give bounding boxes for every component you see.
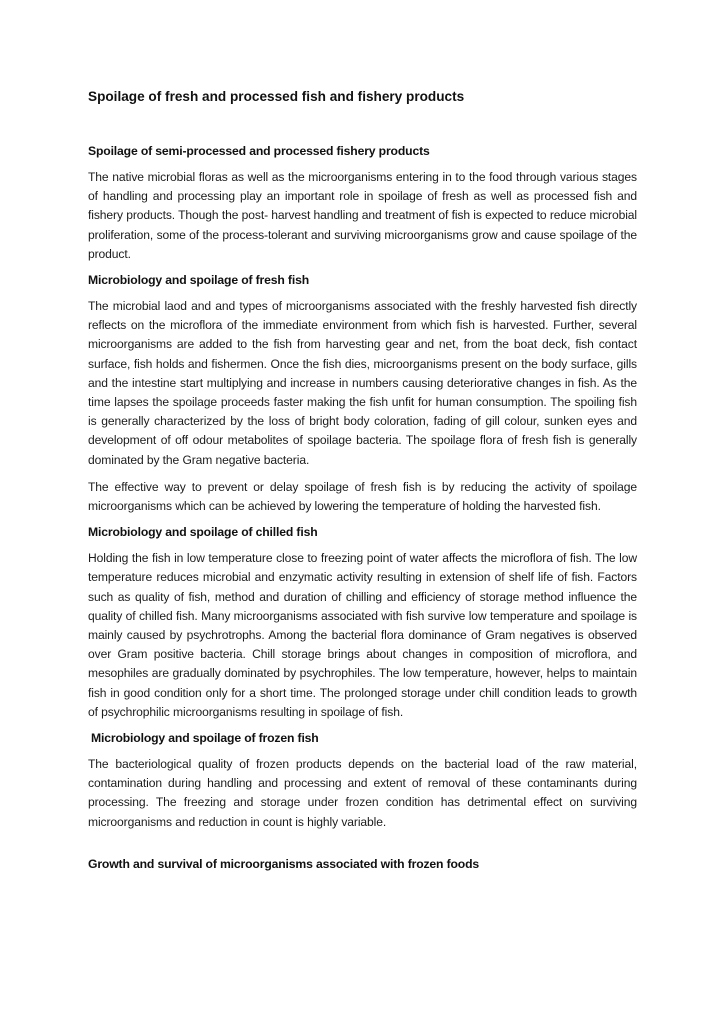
paragraph-frozen-fish: The bacteriological quality of frozen products depends on the bacterial load of the raw material, contamination during handling and processing and extent of removal of these contaminants during processing. The freezing and storage under frozen condition has detrimental effect on surviving microorganisms and reduction in count is highly variable. (88, 757, 637, 829)
section-heading-chilled-fish: Microbiology and spoilage of chilled fish (88, 525, 318, 540)
paragraph-fresh-fish-2: The effective way to prevent or delay spoilage of fresh fish is by reducing the activity of spoilage microorganisms which can be achieved by lowering the temperature of holding the harvested fish. (88, 479, 637, 514)
section-heading-fresh-fish: Microbiology and spoilage of fresh fish (88, 273, 309, 288)
section-heading-frozen-foods: Growth and survival of microorganisms associated with frozen foods (88, 856, 480, 871)
section-heading-frozen-fish: Microbiology and spoilage of frozen fish (91, 731, 319, 746)
document-page (88, 88, 637, 881)
paragraph-semi-processed: The native microbial floras as well as the microorganisms entering in to the food through various stages of handling and processing play an important role in spoilage of fresh as well as processed fish and fishery products. Though the post- harvest handling and treatment of fish is expected to reduce microbial proliferation, some of the process-tolerant and surviving microorganisms grow and cause spoilage of the product. (88, 170, 637, 261)
section-heading-semi-processed: Spoilage of semi-processed and processed fishery products (88, 144, 430, 158)
paragraph-fresh-fish-1: The microbial laod and and types of microorganisms associated with the freshly harvested fish directly reflects on the microflora of the immediate environment from which fish is harvested. Further, several microorganisms are added to the fish from harvesting gear and net, from the boat deck, fish contact surface, fish holds and fishermen. Once the fish dies, microorganisms present on the body surface, gills and the intestine start multiplying and increase in numbers causing deteriorative changes in fish. As the time lapses the spoilage proceeds faster making the fish unfit for human consumption. The spoiling fish is generally characterized by the loss of bright body coloration, fading of gill colour, sunken eyes and development of off odour metabolites of spoilage bacteria. The spoilage flora of fresh fish is generally dominated by the Gram negative bacteria. (88, 299, 637, 467)
paragraph-chilled-fish: Holding the fish in low temperature close to freezing point of water affects the microflora of fish. The low temperature reduces microbial and enzymatic activity resulting in extension of shelf life of fish. Factors such as quality of fish, method and duration of chilling and efficiency of storage method influence the quality of chilled fish. Many microorganisms associated with fish survive low temperature and spoilage is mainly caused by psychrotrophs. Among the bacterial flora dominance of Gram negatives is observed over Gram positive bacteria. Chill storage brings about changes in composition of microflora, and mesophiles are gradually dominated by psychrophiles. The low temperature, however, helps to maintain fish in good condition only for a short time. The prolonged storage under chill condition leads to growth of psychrophilic microorganisms resulting in spoilage of fish. (88, 551, 637, 719)
document-title: Spoilage of fresh and processed fish and fishery products (88, 89, 465, 104)
